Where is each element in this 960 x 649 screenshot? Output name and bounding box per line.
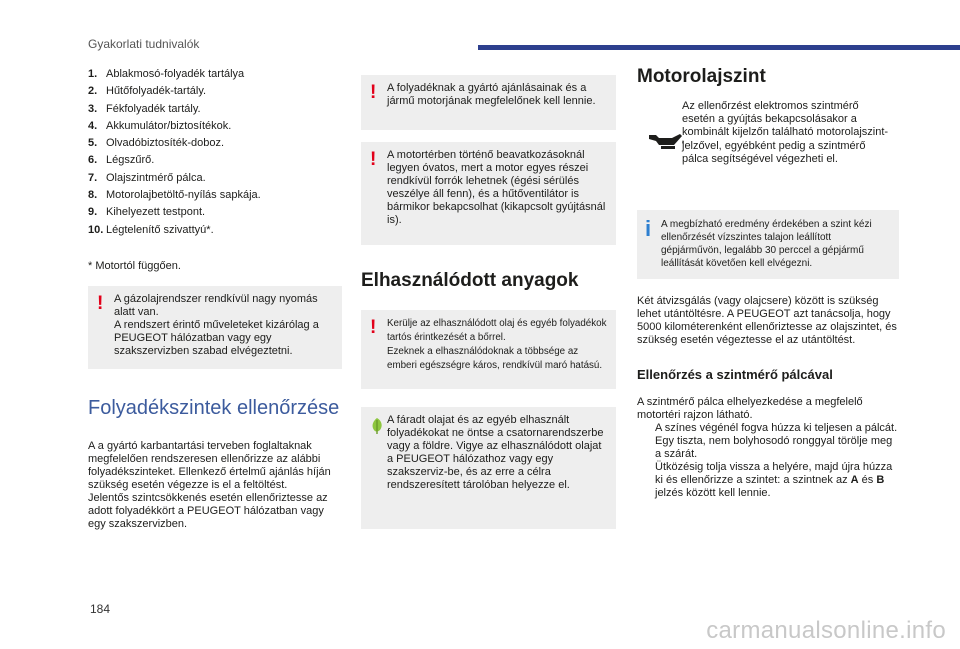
dipstick-steps xyxy=(637,422,899,500)
oil-check-text: Az ellenőrzést elektromos szintmérő esetén a gyújtás bekapcsolásakor a kombinált kijelzőn található motorolajszint-jelzővel, egyébként pedig a szintmérő pálca segítségével végezheti el. xyxy=(682,100,889,165)
warning-icon: ! xyxy=(370,82,377,103)
watermark: carmanualsonline.info xyxy=(706,617,946,644)
list-item xyxy=(88,222,342,239)
list-text: Hűtőfolyadék-tartály. xyxy=(106,85,207,98)
list-number: 4. xyxy=(88,119,98,132)
list-item xyxy=(88,135,342,152)
section-heading: Elhasználódott anyagok xyxy=(361,270,579,291)
list-text: Fékfolyadék tartály. xyxy=(106,102,201,115)
list-number: 5. xyxy=(88,137,98,150)
list-item xyxy=(637,461,899,500)
section-heading: Motorolajszint xyxy=(637,66,766,87)
list-item xyxy=(88,187,342,204)
step-text: Ütközésig tolja vissza a helyére, majd újra húzza ki és ellenőrizze a szintet: a szintnek az xyxy=(655,461,893,486)
warning-text: A gázolajrendszer rendkívül nagy nyomás alatt van. xyxy=(114,292,318,318)
section-heading: Folyadékszintek ellenőrzése xyxy=(88,396,340,419)
list-text: Olvadóbiztosíték-doboz. xyxy=(106,137,225,150)
info-box xyxy=(637,210,899,279)
list-number: 2. xyxy=(88,85,98,98)
info-text: A megbízható eredmény érdekében a szint kézi ellenőrzését vízszintes talajon leállított gépjárművön, legalább 30 perccel a gépjármű leállítását követően kell elvégezni. xyxy=(661,219,872,269)
warning-icon: ! xyxy=(97,292,104,314)
list-text: Olajszintmérő pálca. xyxy=(106,171,206,184)
warning-box-fluid xyxy=(361,75,616,130)
list-text: Légtelenítő szivattyú*. xyxy=(106,223,214,236)
list-item xyxy=(637,435,899,461)
list-item xyxy=(637,422,899,435)
paragraph-text: A a gyártó karbantartási terveben foglaltaknak megfelelően rendszeresen ellenőrizze az alábbi folyadékszinteket. Ellenkező értelmű ajánlás híján szükség esetén végezze is el a feltöltést. xyxy=(88,439,331,491)
info-icon: i xyxy=(645,216,652,241)
step-text: A színes végénél fogva húzza ki teljesen a pálcát. xyxy=(655,422,898,434)
subsection-heading: Ellenőrzés a szintmérő pálcával xyxy=(637,367,833,382)
eco-box xyxy=(361,407,616,529)
warning-icon: ! xyxy=(370,317,377,338)
list-item xyxy=(88,170,342,187)
list-item xyxy=(88,118,342,135)
warning-text: Ezeknek a elhasználódoknak a többsége az emberi egészségre káros, rendkívül maró hatású. xyxy=(387,346,603,371)
step-text: és xyxy=(861,474,874,486)
list-number: 6. xyxy=(88,154,98,167)
warning-text: A motortérben történő beavatkozásoknál legyen óvatos, mert a motor egyes részei rendkívül forrók lehetnek (égési sérülés veszélye áll fenn), és a hűtőventilátor is bármikor bekapcsolhat (kikapcsolt gyújtásnál is). xyxy=(387,149,606,226)
list-item xyxy=(88,204,342,221)
step-text: Egy tiszta, nem bolyhosodó ronggyal törölje meg a szárát. xyxy=(655,435,893,460)
list-number: 7. xyxy=(88,171,98,184)
list-number: 8. xyxy=(88,189,98,202)
warning-box-used-materials xyxy=(361,310,616,389)
list-number: 3. xyxy=(88,102,98,115)
page-number: 184 xyxy=(90,602,111,616)
list-item xyxy=(88,83,342,100)
list-number: 1. xyxy=(88,68,98,80)
footnote: * Motortól függően. xyxy=(88,259,181,272)
eco-text: A fáradt olajat és az egyéb elhasznált folyadékokat ne öntse a csatornarendszerbe vagy a földre. Vigye az elhasználódott olajat a PEUGEOT hálózathoz vagy egy szakszerviz-be, és az erre a célra rendszeresített tárolóban helyezze el. xyxy=(387,414,604,491)
oil-level-block xyxy=(637,100,899,210)
list-item xyxy=(88,101,342,118)
fluid-check-paragraph xyxy=(88,440,342,531)
mark-a: A xyxy=(850,474,859,486)
list-text: Kihelyezett testpont. xyxy=(106,206,206,219)
header-bar xyxy=(478,45,960,50)
component-list xyxy=(88,66,342,239)
warning-text: Kerülje az elhasználódott olaj és egyéb folyadékok tartós érintkezését a bőrrel. xyxy=(387,318,607,343)
list-number: 10. xyxy=(88,223,104,236)
warning-text: A folyadéknak a gyártó ajánlásainak és a jármű motorjának megfelelőnek kell lennie. xyxy=(387,82,596,107)
mark-b: B xyxy=(876,474,885,486)
warning-box-fuel xyxy=(88,286,342,369)
list-text: Akkumulátor/biztosítékok. xyxy=(106,119,232,132)
refill-paragraph: Két átvizsgálás (vagy olajcsere) között is szükség lehet utántöltésre. A PEUGEOT azt tanácsolja, hogy 5000 kilométerenként ellenőriztesse az olajszintet, és szükség esetén végeztesse el az utántöltést. xyxy=(637,295,897,346)
list-item xyxy=(88,66,342,83)
warning-icon: ! xyxy=(370,149,377,170)
right-column xyxy=(637,66,899,500)
list-item xyxy=(88,152,342,169)
step-text: jelzés között kell lennie. xyxy=(655,487,771,499)
list-number: 9. xyxy=(88,206,98,219)
middle-column xyxy=(361,66,616,529)
list-text: Légszűrő. xyxy=(106,154,155,167)
dipstick-intro: A szintmérő pálca elhelyezkedése a megfelelő motortéri rajzon látható. xyxy=(637,396,863,421)
oil-can-icon xyxy=(647,126,685,154)
list-text: Motorolajbetöltő-nyílás sapkája. xyxy=(106,189,261,202)
list-text: Ablakmosó-folyadék tartálya xyxy=(106,68,245,80)
left-column xyxy=(88,66,342,531)
warning-box-engine xyxy=(361,142,616,245)
warning-text: A rendszert érintő műveleteket kizárólag a PEUGEOT hálózatban vagy egy szakszervizben szabad elvégeztetni. xyxy=(114,318,319,357)
section-title: Gyakorlati tudnivalók xyxy=(88,37,200,51)
paragraph-text: Jelentős szintcsökkenés esetén ellenőriztesse az adott folyadékkört a PEUGEOT hálózatban vagy egy szakszervizben. xyxy=(88,491,328,530)
leaf-icon xyxy=(368,417,386,435)
